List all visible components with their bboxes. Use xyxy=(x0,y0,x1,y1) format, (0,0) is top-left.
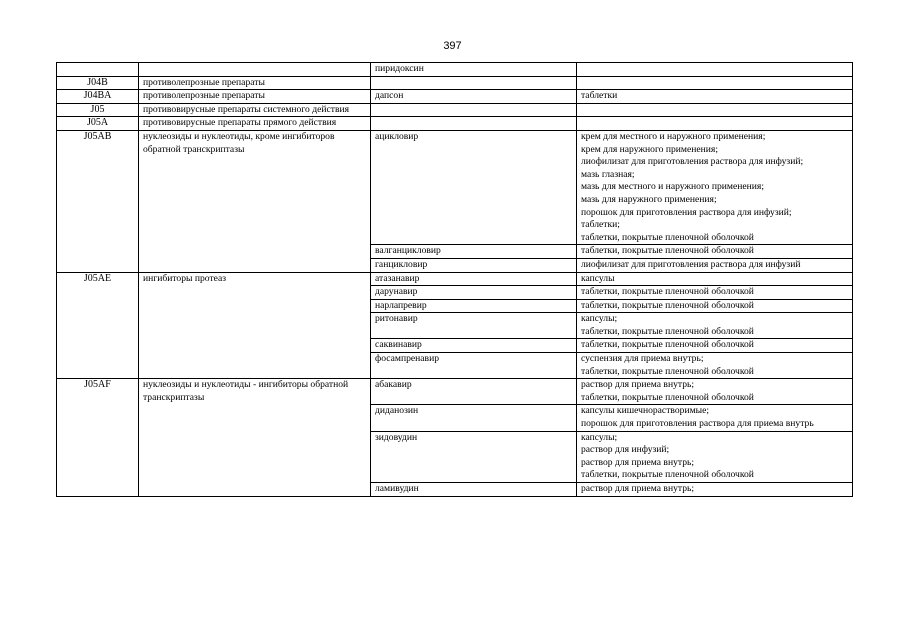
drug-name-cell xyxy=(371,76,577,90)
dosage-forms-cell xyxy=(577,130,853,244)
table-row xyxy=(57,76,853,90)
dosage-forms-cell xyxy=(577,379,853,405)
dosage-form: мазь для местного и наружного применения; xyxy=(581,181,764,193)
drug-name-cell: пиридоксин xyxy=(371,63,577,77)
dosage-form: крем для наружного применения; xyxy=(581,143,718,155)
dosage-forms-cell xyxy=(577,405,853,431)
dosage-form: таблетки, покрытые пленочной оболочкой xyxy=(581,469,754,481)
dosage-forms-cell xyxy=(577,299,853,313)
dosage-form: таблетки, покрытые пленочной оболочкой xyxy=(581,365,754,377)
dosage-forms-cell xyxy=(577,258,853,272)
table-row xyxy=(57,103,853,117)
dosage-form: мазь для наружного применения; xyxy=(581,193,717,205)
dosage-form: капсулы; xyxy=(581,313,618,325)
dosage-form: раствор для приема внутрь; xyxy=(581,456,695,468)
dosage-form: раствор для инфузий; xyxy=(581,444,670,456)
atc-code-cell: J05A xyxy=(57,117,139,131)
dosage-form: порошок для приготовления раствора для инфузий; xyxy=(581,206,792,218)
dosage-form: таблетки; xyxy=(581,219,620,231)
drug-name-cell: абакавир xyxy=(371,379,577,405)
dosage-forms-cell xyxy=(577,339,853,353)
dosage-forms-cell xyxy=(577,286,853,300)
dosage-forms-cell xyxy=(577,245,853,259)
dosage-form: таблетки, покрытые пленочной оболочкой xyxy=(581,391,754,403)
drug-name-cell: ганцикловир xyxy=(371,258,577,272)
dosage-form: капсулы xyxy=(581,272,615,284)
drug-name-cell xyxy=(371,103,577,117)
drug-name-cell: фосампренавир xyxy=(371,353,577,379)
drug-list-table xyxy=(56,62,853,497)
dosage-form: лиофилизат для приготовления раствора для инфузий; xyxy=(581,156,804,168)
group-name-cell xyxy=(139,63,371,77)
table-row xyxy=(57,90,853,104)
group-name-cell: противовирусные препараты прямого действия xyxy=(139,117,371,131)
group-name-cell: противолепрозные препараты xyxy=(139,90,371,104)
dosage-form: раствор для приема внутрь; xyxy=(581,483,695,494)
dosage-forms-cell xyxy=(577,103,853,117)
dosage-forms-cell xyxy=(577,63,853,77)
dosage-form: таблетки xyxy=(581,90,618,102)
drug-name-cell: саквинавир xyxy=(371,339,577,353)
table-row xyxy=(57,130,853,244)
drug-name-cell: зидовудин xyxy=(371,431,577,482)
atc-code-cell: J05AE xyxy=(57,272,139,379)
group-name-cell: ингибиторы протеаз xyxy=(139,272,371,379)
group-name-cell: нуклеозиды и нуклеотиды, кроме ингибиторов обратной транскриптазы xyxy=(139,130,371,272)
dosage-form: крем для местного и наружного применения; xyxy=(581,130,766,142)
drug-name-cell: нарлапревир xyxy=(371,299,577,313)
atc-code-cell xyxy=(57,63,139,77)
dosage-forms-cell xyxy=(577,483,853,497)
dosage-forms-cell xyxy=(577,313,853,339)
dosage-forms-cell xyxy=(577,76,853,90)
dosage-form: таблетки, покрытые пленочной оболочкой xyxy=(581,299,754,311)
atc-code-cell: J05 xyxy=(57,103,139,117)
dosage-forms-cell xyxy=(577,353,853,379)
dosage-forms-cell xyxy=(577,431,853,482)
table-row xyxy=(57,379,853,405)
page-number: 397 xyxy=(443,40,462,52)
dosage-form: таблетки, покрытые пленочной оболочкой xyxy=(581,339,754,351)
dosage-form: капсулы кишечнорастворимые; xyxy=(581,405,710,417)
drug-name-cell xyxy=(371,117,577,131)
drug-name-cell: ацикловир xyxy=(371,130,577,244)
group-name-cell: противолепрозные препараты xyxy=(139,76,371,90)
dosage-form: суспензия для приема внутрь; xyxy=(581,353,704,365)
table-row xyxy=(57,117,853,131)
table-row xyxy=(57,272,853,286)
drug-name-cell: атазанавир xyxy=(371,272,577,286)
drug-name-cell: ламивудин xyxy=(371,483,577,497)
atc-code-cell: J05AB xyxy=(57,130,139,272)
dosage-form: таблетки, покрытые пленочной оболочкой xyxy=(581,286,754,298)
dosage-form: капсулы; xyxy=(581,431,618,443)
drug-name-cell: ритонавир xyxy=(371,313,577,339)
table-row xyxy=(57,63,853,77)
atc-code-cell: J04BA xyxy=(57,90,139,104)
dosage-forms-cell xyxy=(577,272,853,286)
dosage-forms-cell xyxy=(577,90,853,104)
drug-name-cell: дарунавир xyxy=(371,286,577,300)
atc-code-cell: J05AF xyxy=(57,379,139,496)
dosage-form: лиофилизат для приготовления раствора для инфузий xyxy=(581,258,801,270)
dosage-form: раствор для приема внутрь; xyxy=(581,379,695,391)
group-name-cell: противовирусные препараты системного действия xyxy=(139,103,371,117)
drug-name-cell: диданозин xyxy=(371,405,577,431)
drug-name-cell: валганцикловир xyxy=(371,245,577,259)
dosage-form: мазь глазная; xyxy=(581,168,635,180)
drug-name-cell: дапсон xyxy=(371,90,577,104)
atc-code-cell: J04B xyxy=(57,76,139,90)
group-name-cell: нуклеозиды и нуклеотиды - ингибиторы обратной транскриптазы xyxy=(139,379,371,496)
dosage-forms-cell xyxy=(577,117,853,131)
dosage-form: таблетки, покрытые пленочной оболочкой xyxy=(581,325,754,337)
dosage-form: порошок для приготовления раствора для приема внутрь xyxy=(581,418,814,430)
dosage-form: таблетки, покрытые пленочной оболочкой xyxy=(581,231,754,243)
dosage-form: таблетки, покрытые пленочной оболочкой xyxy=(581,245,754,257)
